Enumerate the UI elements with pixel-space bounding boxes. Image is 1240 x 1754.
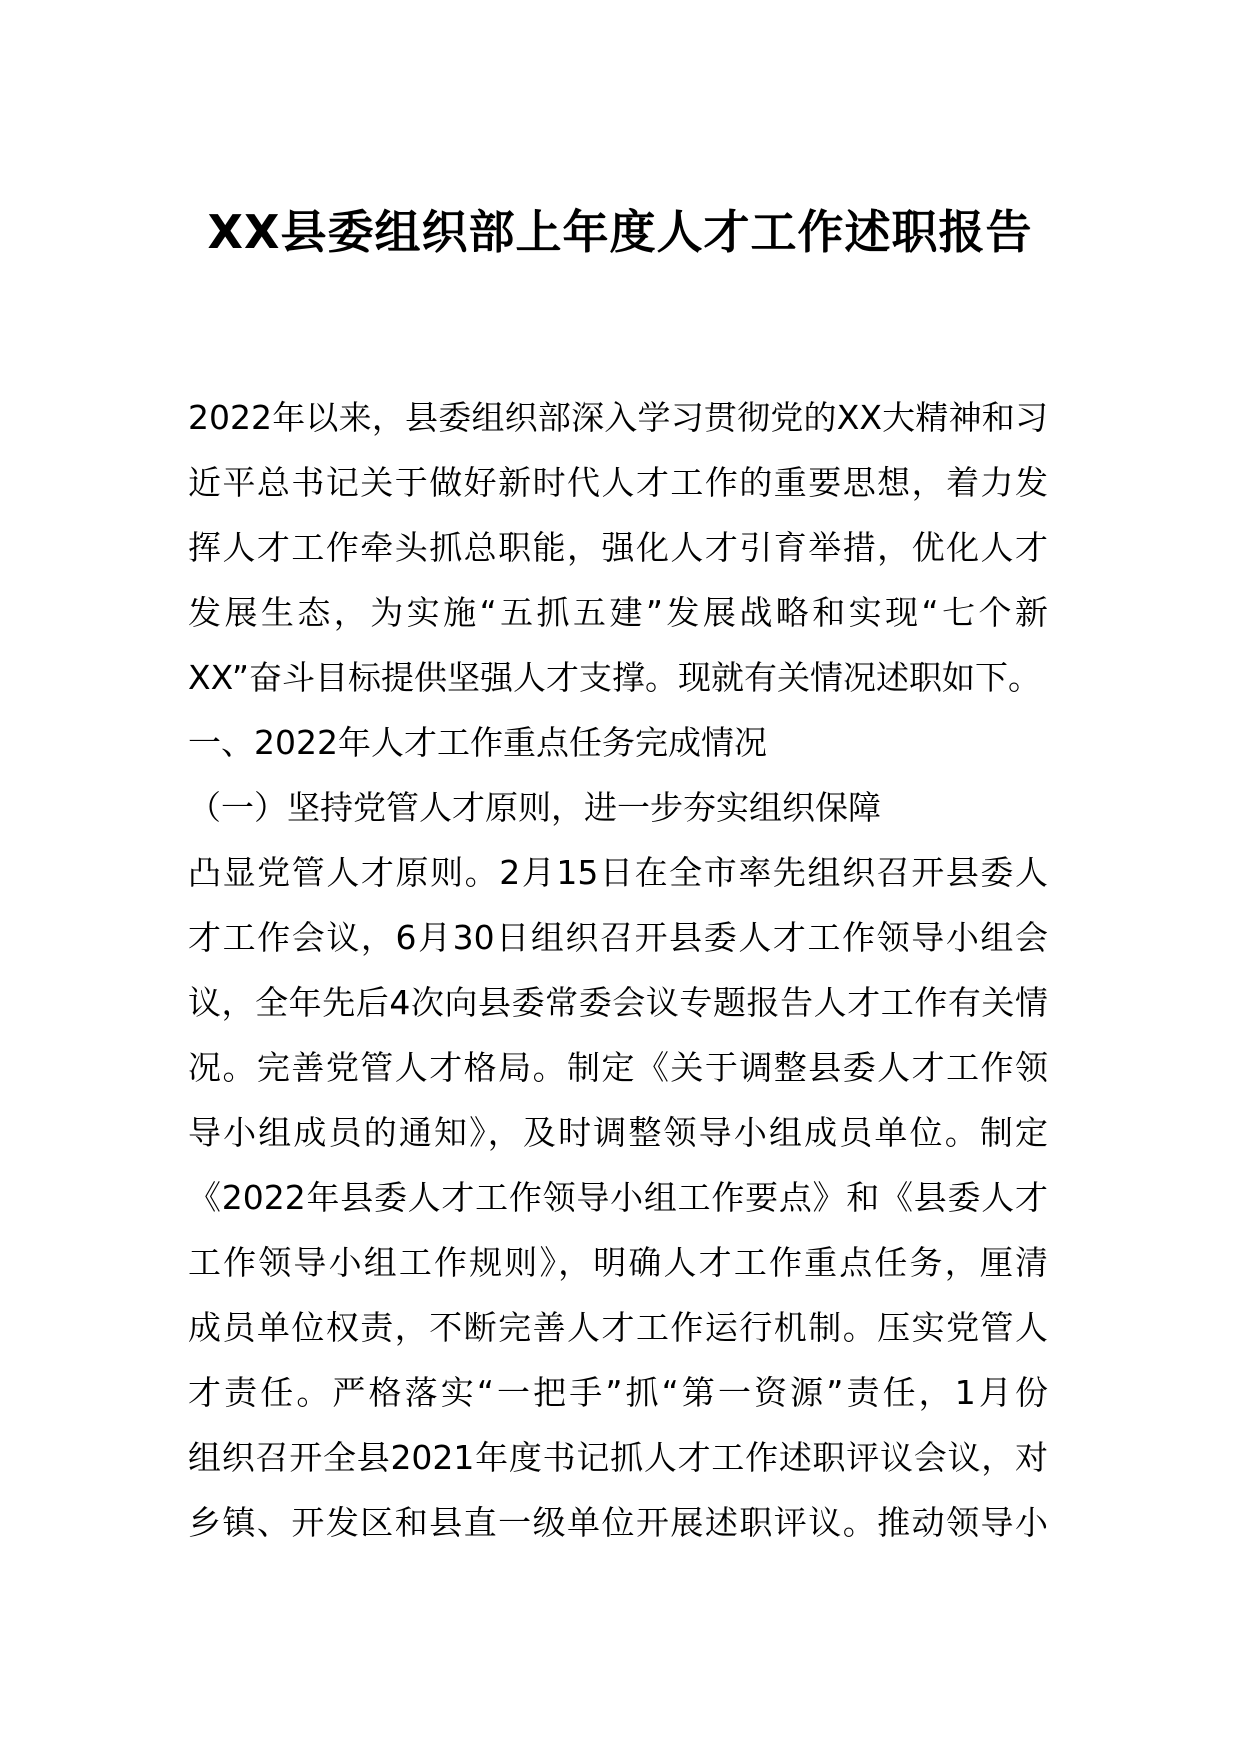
paragraph-line: 况。完善党管人才格局。制定《关于调整县委人才工作领 [188,1048,1048,1087]
paragraph-line: 组织召开全县2021年度书记抓人才工作述职评议会议，对 [188,1438,1048,1477]
paragraph-line: 工作领导小组工作规则》，明确人才工作重点任务，厘清 [188,1243,1048,1282]
paragraph-line: 议，全年先后4次向县委常委会议专题报告人才工作有关情 [188,983,1048,1022]
document-body [188,385,1048,1555]
document-title: XX县委组织部上年度人才工作述职报告 [207,205,1033,259]
paragraph-line: 近平总书记关于做好新时代人才工作的重要思想，着力发 [188,463,1048,502]
paragraph-line: 成员单位权责，不断完善人才工作运行机制。压实党管人 [188,1308,1048,1347]
paragraph-line: 2022年以来，县委组织部深入学习贯彻党的XX大精神和习 [188,398,1048,437]
paragraph-line: 乡镇、开发区和县直一级单位开展述职评议。推动领导小 [188,1503,1048,1542]
paragraph-line: XX”奋斗目标提供坚强人才支撑。现就有关情况述职如下。 [188,658,1041,697]
paragraph-line: 发展生态，为实施“五抓五建”发展战略和实现“七个新 [188,593,1048,632]
paragraph-line: 挥人才工作牵头抓总职能，强化人才引育举措，优化人才 [188,528,1048,567]
paragraph-line: （一）坚持党管人才原则，进一步夯实组织保障 [188,788,881,827]
paragraph-line: 才责任。严格落实“一把手”抓“第一资源”责任，1月份 [188,1373,1048,1412]
paragraph-line: 导小组成员的通知》，及时调整领导小组成员单位。制定 [188,1113,1048,1152]
paragraph-line: 一、2022年人才工作重点任务完成情况 [188,723,767,762]
paragraph-line: 《2022年县委人才工作领导小组工作要点》和《县委人才 [188,1178,1048,1217]
paragraph-line: 才工作会议，6月30日组织召开县委人才工作领导小组会 [188,918,1048,957]
paragraph-line: 凸显党管人才原则。2月15日在全市率先组织召开县委人 [188,853,1048,892]
